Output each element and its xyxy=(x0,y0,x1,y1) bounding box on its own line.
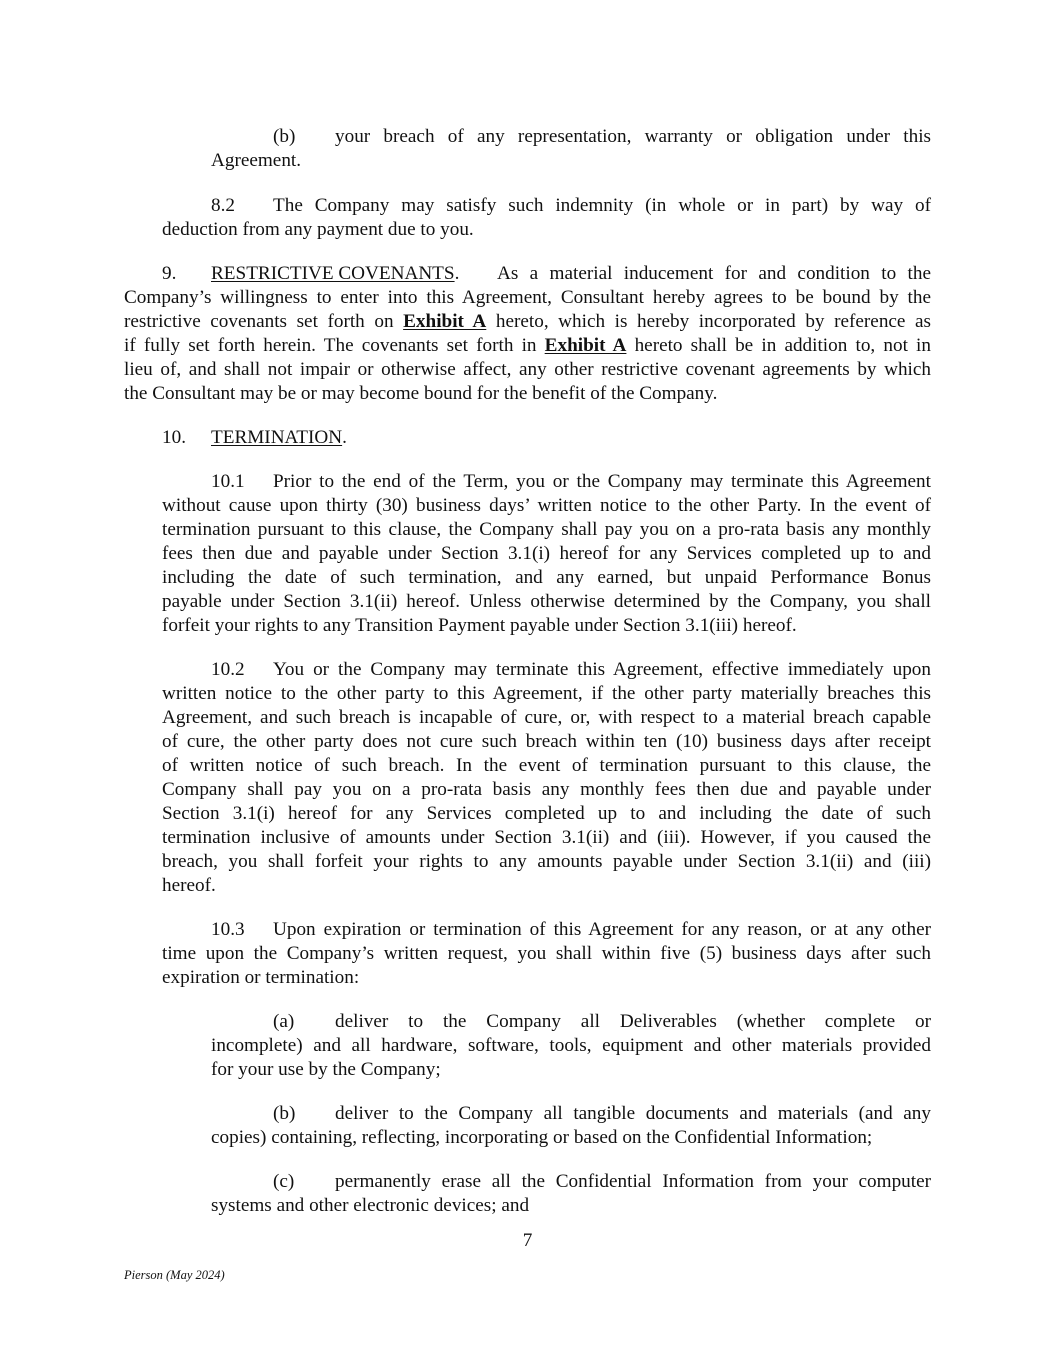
section-text: of written notice of such breach. In the event of termination pursuant to this clause, the xyxy=(162,755,931,776)
section-text: hereof. xyxy=(162,875,216,896)
clause-text: permanently erase all the Confidential Information from your computer xyxy=(335,1171,931,1192)
clause-text: copies) containing, reflecting, incorporating or based on the Confidential Information; xyxy=(211,1127,873,1148)
section-text: Section 3.1(i) hereof for any Services completed up to and including the date of such xyxy=(162,803,931,824)
clause-label: (b) xyxy=(273,126,296,147)
section-number: 9. xyxy=(162,263,177,284)
section-text: written notice to the other party to this Agreement, if the other party materially breaches this xyxy=(162,683,931,704)
section-text: Agreement, and such breach is incapable of cure, or, with respect to a material breach capable xyxy=(162,707,931,728)
section-number: 10. xyxy=(162,427,186,448)
clause-label: (a) xyxy=(273,1011,295,1032)
clause-text: incomplete) and all hardware, software, tools, equipment and other materials provided xyxy=(211,1035,931,1056)
section-text: fees then due and payable under Section 3.1(i) hereof for any Services completed up to and xyxy=(162,543,931,564)
text-run: hereto shall be in addition to, not in xyxy=(626,335,931,356)
section-text: expiration or termination: xyxy=(162,967,360,988)
section-number: 10.3 xyxy=(211,919,245,940)
section-heading xyxy=(211,262,459,286)
page-number: 7 xyxy=(522,1230,533,1251)
exhibit-a-reference: Exhibit A xyxy=(544,335,627,356)
section-text xyxy=(124,310,931,334)
clause-label: (b) xyxy=(273,1103,296,1124)
footer-text: Pierson (May 2024) xyxy=(124,1268,225,1282)
section-text: forfeit your rights to any Transition Payment payable under Section 3.1(iii) hereof. xyxy=(162,615,797,636)
section-text: including the date of such termination, and any earned, but unpaid Performance Bonus xyxy=(162,567,931,588)
text-run: if fully set forth herein. The covenants set forth in xyxy=(124,335,545,356)
section-text: lieu of, and shall not impair or otherwise affect, any other restrictive covenant agreements by which xyxy=(124,359,931,380)
clause-text: your breach of any representation, warranty or obligation under this xyxy=(335,126,931,147)
section-text: Prior to the end of the Term, you or the Company may terminate this Agreement xyxy=(273,471,931,492)
exhibit-a-reference: Exhibit A xyxy=(403,311,487,332)
section-number: 8.2 xyxy=(211,195,235,216)
section-text: without cause upon thirty (30) business days’ written notice to the other Party. In the event of xyxy=(162,495,931,516)
section-text: Company shall pay you on a pro-rata basis any monthly fees then due and payable under xyxy=(162,779,931,800)
section-text: termination pursuant to this clause, the Company shall pay you on a pro-rata basis any monthly xyxy=(162,519,931,540)
section-text: The Company may satisfy such indemnity (in whole or in part) by way of xyxy=(273,195,931,216)
section-text: the Consultant may be or may become bound for the benefit of the Company. xyxy=(124,383,718,404)
heading-text: TERMINATION xyxy=(211,427,343,448)
section-text: time upon the Company’s written request, you shall within five (5) business days after such xyxy=(162,943,931,964)
text-run: restrictive covenants set forth on xyxy=(124,311,404,332)
section-number: 10.2 xyxy=(211,659,245,680)
clause-text: deliver to the Company all Deliverables (whether complete or xyxy=(335,1011,931,1032)
section-text: of cure, the other party does not cure such breach within ten (10) business days after receipt xyxy=(162,731,931,752)
section-text: termination inclusive of amounts under Section 3.1(ii) and (iii). However, if you caused the xyxy=(162,827,931,848)
section-text: Company’s willingness to enter into this Agreement, Consultant hereby agrees to be bound by the xyxy=(124,287,931,308)
section-text: payable under Section 3.1(ii) hereof. Unless otherwise determined by the Company, you shall xyxy=(162,591,931,612)
section-heading xyxy=(211,426,347,450)
section-text: You or the Company may terminate this Agreement, effective immediately upon xyxy=(273,659,931,680)
section-text: As a material inducement for and condition to the xyxy=(497,263,931,284)
section-text: Upon expiration or termination of this Agreement for any reason, or at any other xyxy=(273,919,931,940)
section-text xyxy=(124,334,931,358)
heading-period: . xyxy=(454,263,460,284)
clause-label: (c) xyxy=(273,1171,295,1192)
heading-text: RESTRICTIVE COVENANTS xyxy=(211,263,455,284)
heading-period: . xyxy=(342,427,347,448)
section-number: 10.1 xyxy=(211,471,245,492)
clause-text: Agreement. xyxy=(211,150,302,171)
section-text: deduction from any payment due to you. xyxy=(162,219,474,240)
section-text: breach, you shall forfeit your rights to any amounts payable under Section 3.1(ii) and (iii) xyxy=(162,851,931,872)
text-run: hereto, which is hereby incorporated by reference as xyxy=(486,311,932,332)
clause-text: systems and other electronic devices; and xyxy=(211,1195,530,1216)
clause-text: for your use by the Company; xyxy=(211,1059,441,1080)
clause-text: deliver to the Company all tangible documents and materials (and any xyxy=(335,1103,931,1124)
